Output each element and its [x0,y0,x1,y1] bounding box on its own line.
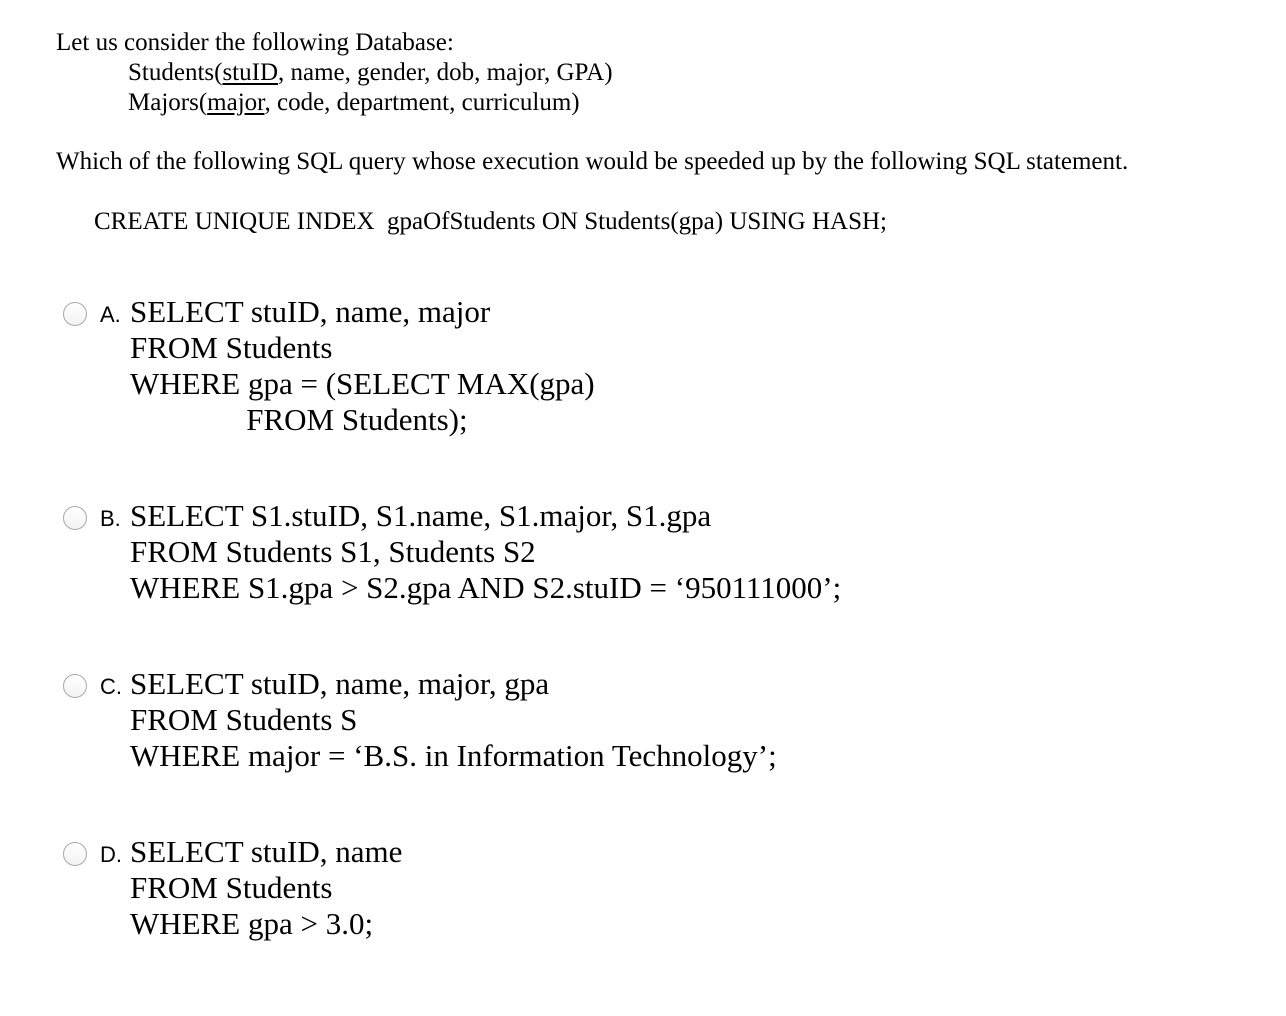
option-d-line-3: WHERE gpa > 3.0; [130,906,374,941]
sql-statement: CREATE UNIQUE INDEX gpaOfStudents ON Students(gpa) USING HASH; [94,208,887,235]
schema-students-key: stuID [222,59,279,86]
option-a-line-3: WHERE gpa = (SELECT MAX(gpa) [130,366,595,401]
radio-option-c[interactable] [63,674,87,698]
schema-students [128,58,613,88]
option-d-line-2: FROM Students [130,870,333,905]
option-b-line-3: WHERE S1.gpa > S2.gpa AND S2.stuID = ‘950111000’; [130,570,842,605]
intro-text: Let us consider the following Database: [56,29,454,56]
option-b-line-2: FROM Students S1, Students S2 [130,534,536,569]
schema-students-suffix: , name, gender, dob, major, GPA) [278,59,613,86]
option-c-line-1: SELECT stuID, name, major, gpa [130,666,550,701]
radio-option-b[interactable] [63,506,87,530]
option-b-line-1: SELECT S1.stuID, S1.name, S1.major, S1.gpa [130,498,712,533]
schema-students-prefix: Students( [128,59,223,86]
option-a-letter: A. [100,302,121,327]
radio-option-d[interactable] [63,842,87,866]
option-a-line-1: SELECT stuID, name, major [130,294,491,329]
question-text: Which of the following SQL query whose execution would be speeded up by the following SQL statement. [56,148,1129,175]
option-a-line-2: FROM Students [130,330,333,365]
option-c-line-3: WHERE major = ‘B.S. in Information Technology’; [130,738,777,773]
schema-majors [128,88,580,118]
option-c-line-2: FROM Students S [130,702,358,737]
option-a-line-4: FROM Students); [130,402,468,437]
option-b-letter: B. [100,506,121,531]
radio-option-a[interactable] [63,302,87,326]
option-d-letter: D. [100,842,122,867]
option-c-letter: C. [100,674,122,699]
option-d-line-1: SELECT stuID, name [130,834,403,869]
schema-majors-prefix: Majors( [128,89,208,116]
schema-majors-suffix: , code, department, curriculum) [264,89,580,116]
schema-majors-key: major [207,89,265,116]
